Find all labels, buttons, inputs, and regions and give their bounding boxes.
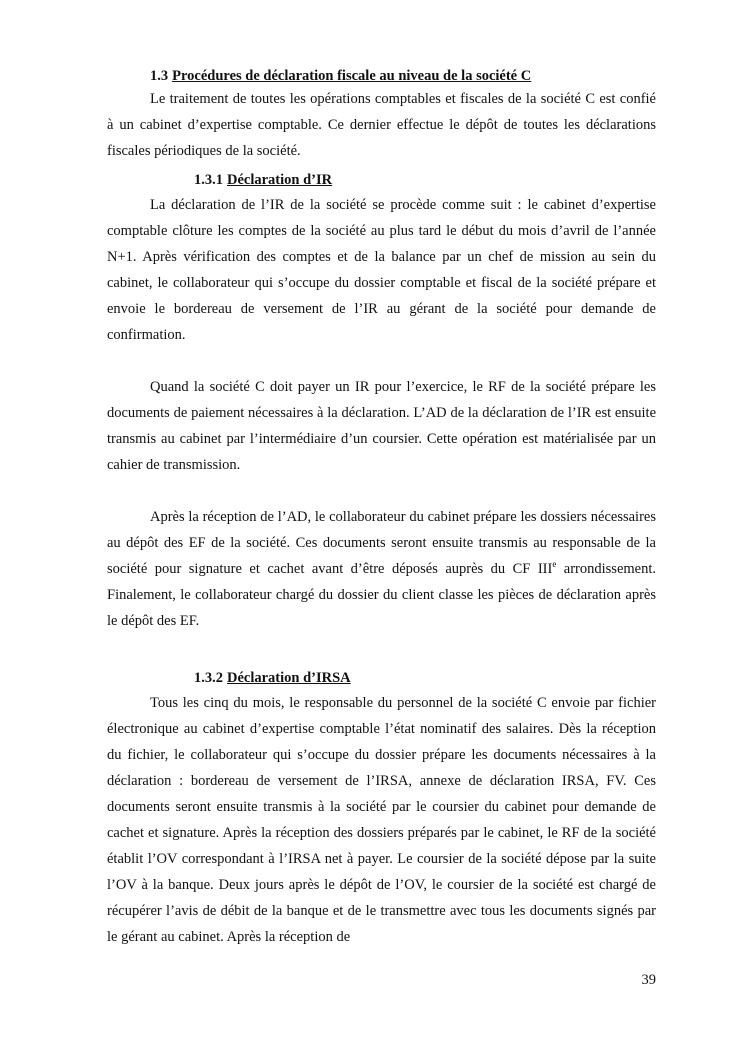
- ir-paragraph-3-text-a: Après la réception de l’AD, le collaborateur du cabinet prépare les dossiers nécessaires au dépôt des EF de la société. Ces documents seront ensuite transmis au responsable de la société pour signature et cachet avant d’être déposés auprès du CF III: [107, 509, 656, 577]
- ir-paragraph-1: La déclaration de l’IR de la société se procède comme suit : le cabinet d’expertise comptable clôture les comptes de la société au plus tard le début du mois d’avril de l’année N+1. Après vérification des comptes et de la balance par un chef de mission au sein du cabinet, le collaborateur qui s’occupe du dossier comptable et fiscal de la société prépare et envoie le bordereau de versement de l’IR au gérant de la société pour demande de confirmation.: [107, 197, 656, 343]
- page-number: 39: [641, 972, 656, 988]
- ir-paragraph-3: [107, 504, 656, 634]
- section-title: Procédures de déclaration fiscale au niveau de la société C: [172, 68, 532, 84]
- subsection-ir-number: 1.3.1: [194, 172, 223, 188]
- document-page: [107, 66, 656, 950]
- subsection-irsa-number: 1.3.2: [194, 670, 223, 686]
- irsa-paragraph-1: Tous les cinq du mois, le responsable du personnel de la société C envoie par fichier électronique au cabinet d’expertise comptable l’état nominatif des salaires. Dès la réception du fichier, le collaborateur qui s’occupe du dossier prépare les documents nécessaires à la déclaration : bordereau de versement de l’IRSA, annexe de déclaration IRSA, FV. Ces documents seront ensuite transmis à la société par le coursier du cabinet pour demande de cachet et signature. Après la réception des dossiers préparés par le cabinet, le RF de la société établit l’OV correspondant à l’IRSA net à payer. Le coursier de la société dépose par la suite l’OV à la banque. Deux jours après le dépôt de l’OV, le coursier de la société est chargé de récupérer l’avis de débit de la banque et de le transmettre avec tous les documents signés par le gérant au cabinet. Après la réception de: [107, 695, 656, 945]
- ordinal-superscript: e: [552, 559, 557, 570]
- subsection-irsa-title: Déclaration d’IRSA: [227, 670, 351, 686]
- subsection-ir-heading: [194, 170, 656, 190]
- section-number: 1.3: [150, 68, 169, 84]
- subsection-irsa-heading: [194, 668, 656, 688]
- ir-paragraph-2: Quand la société C doit payer un IR pour l’exercice, le RF de la société prépare les documents de paiement nécessaires à la déclaration. L’AD de la déclaration de l’IR est ensuite transmis au cabinet par l’intermédiaire d’un coursier. Cette opération est matérialisée par un cahier de transmission.: [107, 379, 656, 473]
- section-intro-paragraph: Le traitement de toutes les opérations comptables et fiscales de la société C est confié à un cabinet d’expertise comptable. Ce dernier effectue le dépôt de toutes les déclarations fiscales périodiques de la société.: [107, 91, 656, 159]
- subsection-ir-title: Déclaration d’IR: [227, 172, 333, 188]
- ir-paragraph-3-text-b: arrondissement. Finalement, le collaborateur chargé du dossier du client classe les pièces de déclaration après le dépôt des EF.: [107, 561, 656, 629]
- section-heading: [150, 66, 656, 86]
